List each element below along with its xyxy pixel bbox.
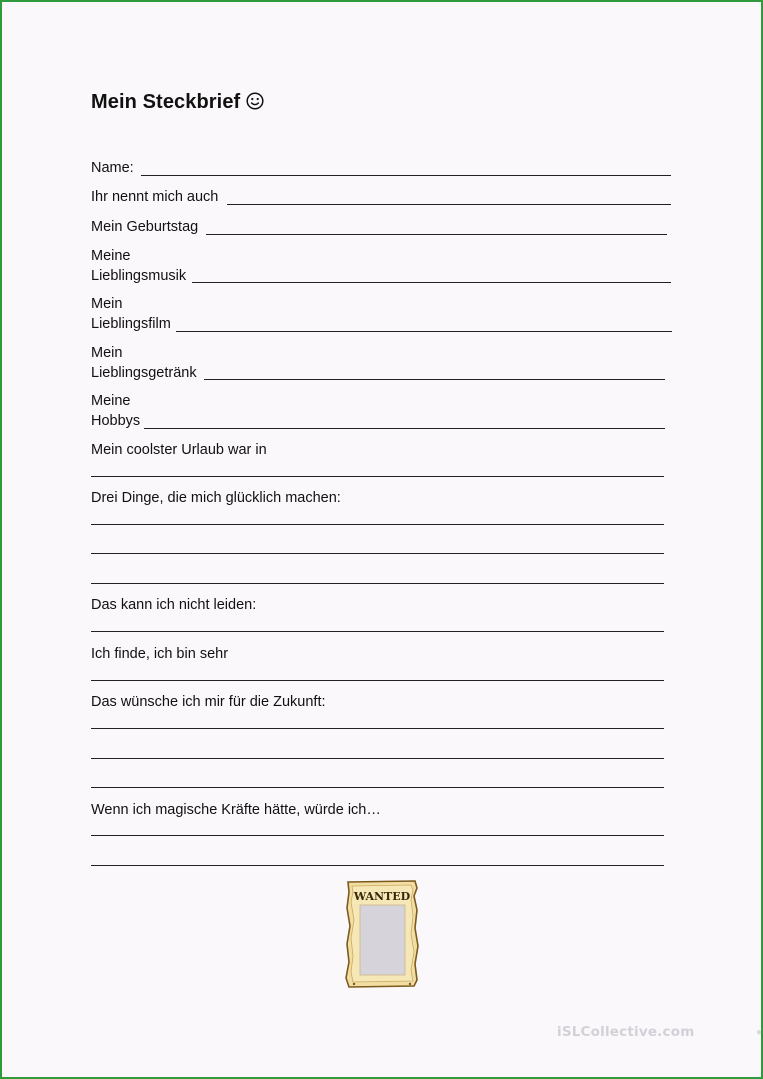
happy-things-line-3[interactable] xyxy=(91,583,664,584)
film-line[interactable] xyxy=(176,331,672,332)
music-line[interactable] xyxy=(192,282,671,283)
hobbies-label-line1: Meine xyxy=(91,393,131,409)
magic-line-1[interactable] xyxy=(91,835,664,836)
i-am-line[interactable] xyxy=(91,680,664,681)
wanted-poster xyxy=(345,880,419,988)
birthday-line[interactable] xyxy=(206,234,667,235)
corner-mark-icon: ● xyxy=(756,1027,763,1038)
dislike-line[interactable] xyxy=(91,631,664,632)
title-text: Mein Steckbrief xyxy=(91,91,241,113)
name-line[interactable] xyxy=(141,175,671,176)
drink-line[interactable] xyxy=(204,379,665,380)
film-label xyxy=(91,295,171,334)
smiley-icon xyxy=(246,92,264,116)
page-title xyxy=(91,91,264,116)
hobbies-label-line2: Hobbys xyxy=(91,412,141,429)
future-wish-line-2[interactable] xyxy=(91,758,664,759)
music-label-line1: Meine xyxy=(91,248,131,264)
drink-label-line2: Lieblingsgetränk xyxy=(91,364,197,381)
nickname-line[interactable] xyxy=(227,204,671,205)
birthday-label: Mein Geburtstag xyxy=(91,219,199,235)
happy-things-line-2[interactable] xyxy=(91,553,664,554)
dislike-label: Das kann ich nicht leiden: xyxy=(91,597,257,613)
future-wish-line-3[interactable] xyxy=(91,787,664,788)
magic-label: Wenn ich magische Kräfte hätte, würde ich… xyxy=(91,802,381,818)
magic-line-2[interactable] xyxy=(91,865,664,866)
hobbies-label xyxy=(91,392,140,431)
name-label: Name: xyxy=(91,160,134,176)
happy-things-label: Drei Dinge, die mich glücklich machen: xyxy=(91,490,341,506)
vacation-line[interactable] xyxy=(91,476,664,477)
drink-label xyxy=(91,344,197,383)
hobbies-line[interactable] xyxy=(144,428,665,429)
i-am-label: Ich finde, ich bin sehr xyxy=(91,646,229,662)
music-label-line2: Lieblingsmusik xyxy=(91,267,187,284)
future-wish-line-1[interactable] xyxy=(91,728,664,729)
wanted-text: WANTED xyxy=(353,890,411,903)
film-label-line1: Mein xyxy=(91,296,123,312)
watermark: iSLCollective.com xyxy=(557,1024,695,1040)
vacation-label: Mein coolster Urlaub war in xyxy=(91,442,267,458)
happy-things-line-1[interactable] xyxy=(91,524,664,525)
music-label xyxy=(91,247,186,286)
drink-label-line1: Mein xyxy=(91,345,123,361)
nickname-label: Ihr nennt mich auch xyxy=(91,189,219,205)
film-label-line2: Lieblingsfilm xyxy=(91,315,171,332)
future-wish-label: Das wünsche ich mir für die Zukunft: xyxy=(91,694,326,710)
